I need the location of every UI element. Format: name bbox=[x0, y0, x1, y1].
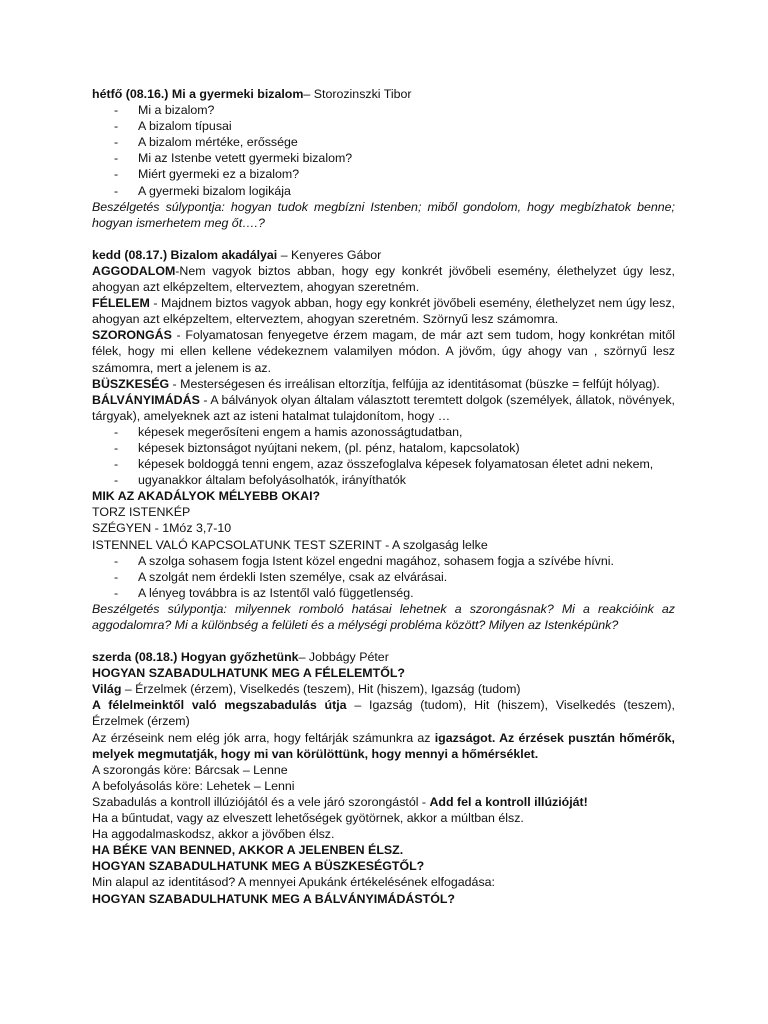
list-item: - Mi az Istenbe vetett gyermeki bizalom? bbox=[114, 151, 353, 166]
list-item: - A szolgát nem érdekli Isten személye, csak az elvárásai. bbox=[114, 569, 448, 584]
idolatry-list bbox=[92, 424, 675, 488]
list-item: - Miért gyermeki ez a bizalom? bbox=[114, 167, 300, 182]
servant-list bbox=[92, 553, 675, 601]
list-item: - képesek biztonságot nyújtani nekem, (pl. pénz, hatalom, kapcsolatok) bbox=[114, 440, 520, 455]
list-item: - A lényeg továbbra is az Istentől való függetlenség. bbox=[114, 585, 414, 600]
tuesday-discussion-focus: Beszélgetés súlypontja: milyennek romboló hatásai lehetnek a szorongásnak? Mi a reakcióink az aggodalomra? Mi a különbség a felületi és a mélységi probléma között? Milyen az Istenképünk? bbox=[92, 601, 675, 632]
definition-distress: SZORONGÁS - Folyamatosan fenyegetve érzem magam, de már azt sem tudom, hogy konkrétan mitől félek, hogy mi ellen kellene védekeznem valamilyen módon. A jövőm, úgy ahogy van , szörnyű lesz számomra, mert a jelenem is az. bbox=[92, 328, 675, 375]
definition-pride: BÜSZKESÉG - Mesterségesen és irreálisan eltorzítja, felfújja az identitásomat (büszke = felfújt hólyag). bbox=[92, 376, 660, 391]
tuesday-heading bbox=[92, 247, 675, 263]
monday-topic-list bbox=[92, 102, 675, 199]
deeper-causes-heading: MIK AZ AKADÁLYOK MÉLYEBB OKAI? bbox=[92, 489, 321, 504]
wednesday-heading bbox=[92, 649, 675, 665]
list-item: - Mi a bizalom? bbox=[114, 103, 215, 118]
feelings-paragraph: Az érzéseink nem elég jók arra, hogy feltárják számunkra az igazságot. Az érzések pusztán hőmérők, melyek megmutatják, hogy mi van körülöttünk, hogy mennyi a hőmérséklet. bbox=[92, 730, 675, 761]
future-line: Ha aggodalmaskodsz, akkor a jövőben élsz. bbox=[92, 827, 335, 842]
fear-heading: HOGYAN SZABADULHATUNK MEG A FÉLELEMTŐL? bbox=[92, 666, 405, 681]
control-line: Szabadulás a kontroll illúziójától és a vele járó szorongástól - Add fel a kontroll illúzióját! bbox=[92, 794, 588, 809]
definition-anxiety: AGGODALOM-Nem vagyok biztos abban, hogy egy konkrét jövőbeli esemény, élethelyzet úgy lesz, ahogyan azt elképzeltem, elterveztem, ahogyan szeretném. bbox=[92, 263, 675, 295]
monday-speaker: – Storozinszki Tibor bbox=[303, 87, 412, 101]
distorted-god-image: TORZ ISTENKÉP bbox=[92, 505, 191, 520]
anxiety-circle-line: A szorongás köre: Bárcsak – Lenne bbox=[92, 762, 288, 777]
list-item: - A szolga sohasem fogja Istent közel engedni magához, sohasem fogja a szívébe hívni. bbox=[114, 553, 614, 568]
past-line: Ha a bűntudat, vagy az elveszett lehetőségek gyötörnek, akkor a múltban élsz. bbox=[92, 811, 524, 826]
definition-fear: FÉLELEM - Majdnem biztos vagyok abban, hogy egy konkrét jövőbeli esemény, élethelyzet nem úgy lesz, ahogyan azt elképzeltem, elterveztem, ahogyan szeretném. Szörnyű lesz számomra. bbox=[92, 296, 675, 327]
influence-circle-line: A befolyásolás köre: Lehetek – Lenni bbox=[92, 778, 295, 793]
list-item: - képesek megerősíteni engem a hamis azonosságtudatban, bbox=[114, 424, 463, 439]
wednesday-speaker: – Jobbágy Péter bbox=[298, 650, 389, 665]
list-item: - A bizalom mértéke, erőssége bbox=[114, 135, 298, 150]
list-item: - képesek boldoggá tenni engem, azaz összefoglalva képesek folyamatosan életet adni nekem, bbox=[114, 457, 654, 472]
list-item: - A bizalom típusai bbox=[114, 119, 232, 134]
wednesday-title: szerda (08.18.) Hogyan győzhetünk bbox=[92, 650, 299, 665]
list-item: - ugyanakkor általam befolyásolhatók, irányíthatók bbox=[114, 473, 406, 488]
identity-line: Min alapul az identitásod? A mennyei Apukánk értékelésének elfogadása: bbox=[92, 875, 495, 890]
peace-line: HA BÉKE VAN BENNED, AKKOR A JELENBEN ÉLSZ. bbox=[92, 843, 404, 858]
document-body bbox=[92, 86, 675, 907]
tuesday-speaker: – Kenyeres Gábor bbox=[277, 247, 382, 262]
list-item: - A gyermeki bizalom logikája bbox=[114, 183, 291, 198]
monday-heading bbox=[92, 86, 675, 102]
monday-discussion-focus: Beszélgetés súlypontja: hogyan tudok megbízni Istenben; miből gondolom, hogy megbízhatok benne; hogyan ismerhetem meg őt….? bbox=[92, 199, 675, 230]
world-line: Világ – Érzelmek (érzem), Viselkedés (teszem), Hit (hiszem), Igazság (tudom) bbox=[92, 682, 521, 697]
freedom-path-line: A félelmeinktől való megszabadulás útja – Igazság (tudom), Hit (hiszem), Viselkedés (teszem), Érzelmek (érzem) bbox=[92, 698, 675, 729]
definition-idolatry: BÁLVÁNYIMÁDÁS - A bálványok olyan általam választott teremtett dolgok (személyek, állatok, növények, tárgyak), amelyeknek azt az isteni hatalmat tulajdonítom, hogy … bbox=[92, 392, 675, 423]
monday-title: hétfő (08.16.) Mi a gyermeki bizalom bbox=[92, 87, 304, 101]
tuesday-title: kedd (08.17.) Bizalom akadályai bbox=[92, 247, 278, 262]
pride-heading: HOGYAN SZABADULHATUNK MEG A BÜSZKESÉGTŐL? bbox=[92, 859, 425, 874]
shame-line: SZÉGYEN - 1Móz 3,7-10 bbox=[92, 521, 232, 536]
idolatry-heading: HOGYAN SZABADULHATUNK MEG A BÁLVÁNYIMÁDÁSTÓL? bbox=[92, 891, 455, 906]
flesh-relationship-line: ISTENNEL VALÓ KAPCSOLATUNK TEST SZERINT - A szolgaság lelke bbox=[92, 537, 488, 552]
